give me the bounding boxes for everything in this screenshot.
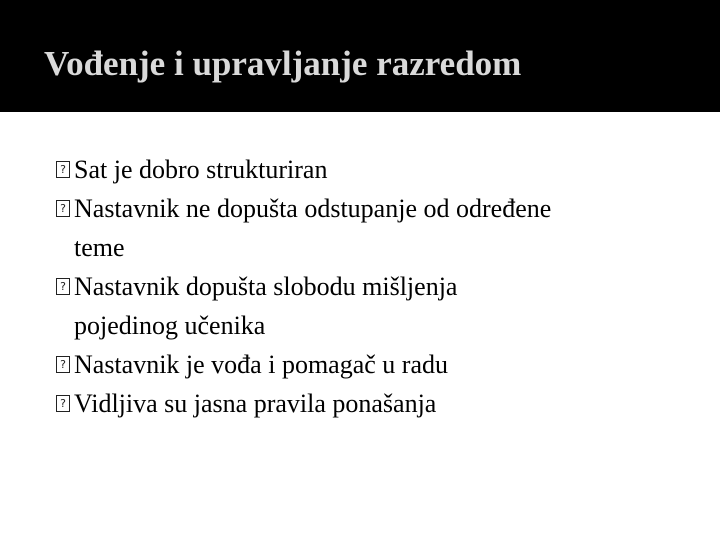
bullet-text-continued: pojedinog učenika <box>74 311 266 340</box>
bullet-list <box>56 150 696 423</box>
bullet-text: Vidljiva su jasna pravila ponašanja <box>74 389 437 418</box>
bullet-marker-icon: ? <box>56 278 70 295</box>
bullet-text: Nastavnik je vođa i pomagač u radu <box>74 350 448 379</box>
slide-title: Vođenje i upravljanje razredom <box>44 44 522 83</box>
bullet-item <box>56 189 696 267</box>
bullet-item <box>56 267 696 345</box>
bullet-text: Nastavnik dopušta slobodu mišljenja <box>74 272 458 301</box>
bullet-text: Nastavnik ne dopušta odstupanje od određene <box>74 194 552 223</box>
title-bar <box>0 0 720 112</box>
bullet-item <box>56 384 696 423</box>
bullet-marker-icon: ? <box>56 395 70 412</box>
bullet-item <box>56 345 696 384</box>
bullet-text: Sat je dobro strukturiran <box>74 155 328 184</box>
bullet-marker-icon: ? <box>56 161 70 178</box>
bullet-text-continued: teme <box>74 233 125 262</box>
bullet-marker-icon: ? <box>56 356 70 373</box>
bullet-item <box>56 150 696 189</box>
bullet-marker-icon: ? <box>56 200 70 217</box>
